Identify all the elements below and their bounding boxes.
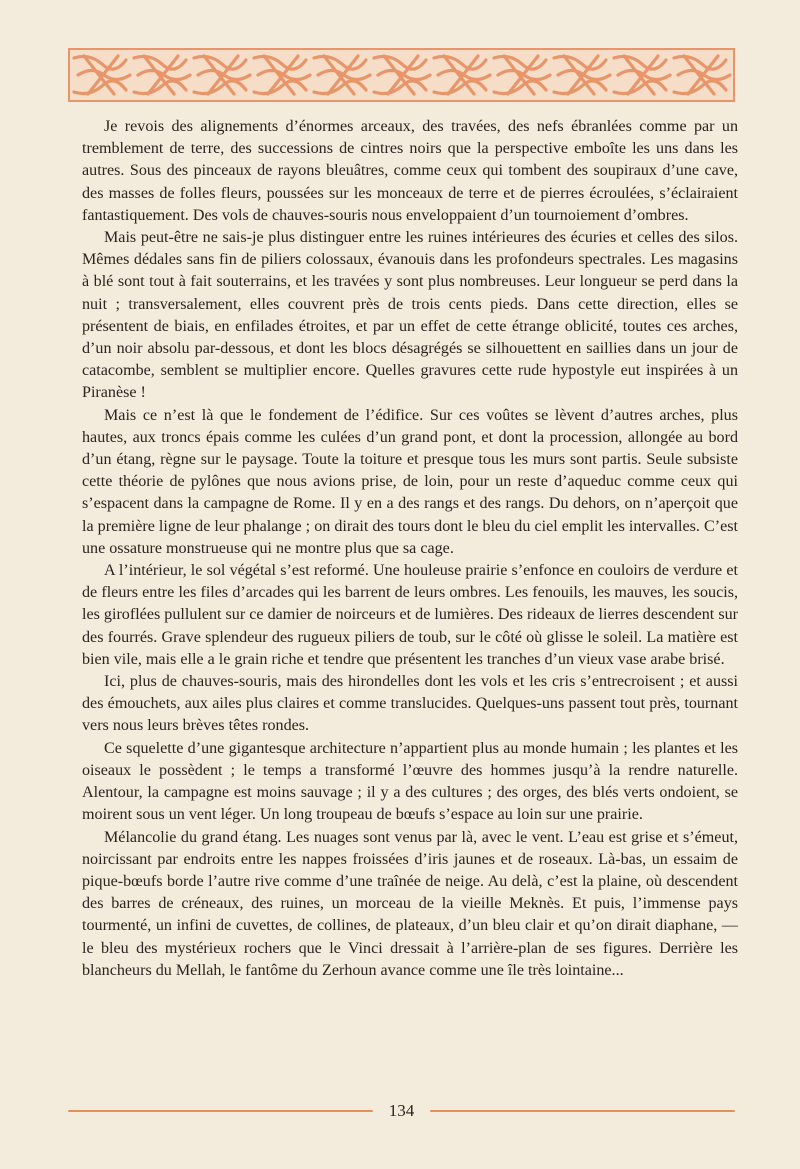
page-footer xyxy=(68,1098,735,1124)
footer-rule-right xyxy=(430,1110,735,1112)
paragraph: Ce squelette d’une gigantesque architecture n’appartient plus au monde humain ; les plantes et les oiseaux le possèdent ; le temps a transformé l’œuvre des hommes jusqu’à la rendre naturelle. Alentour, la campagne est moins sauvage ; il y a des cultures ; des orges, des blés verts ondoient, se moirent sous un vent léger. Un long troupeau de bœufs s’espace au loin sur une prairie. xyxy=(82,739,738,824)
footer-rule-left xyxy=(68,1110,373,1112)
interlace-ornament-band xyxy=(68,48,735,102)
paragraph: Mais peut-être ne sais-je plus distinguer entre les ruines intérieures des écuries et celles des silos. Mêmes dédales sans fin de piliers colossaux, évanouis dans les profondeurs spectrales. Les magasins à blé sont tout à fait souterrains, et les travées y sont plus nombreuses. Leur longueur se perd dans la nuit ; transversalement, elles couvrent près de trois cents pieds. Dans cette direction, elles se présentent de biais, en enfilades étroites, et par un effet de cette étrange oblicité, toutes ces arches, d’un noir absolu par-dessous, et dont les blocs désagrégés se silhouettent en saillies dans un jour de catacombe, semblent se multiplier encore. Quelles gravures cette rude hypostyle eut inspirées à un Piranèse ! xyxy=(82,229,738,402)
page-number: 134 xyxy=(388,1101,415,1120)
paragraph: Je revois des alignements d’énormes arceaux, des travées, des nefs ébranlées comme par un tremblement de terre, des successions de cintres noirs que la perspective emboîte les uns dans les autres. Sous des pinceaux de rayons bleuâtres, comme ceux qui tombent des soupiraux d’une cave, des masses de folles fleurs, poussées sur les monceaux de terre et de pierres écroulées, s’éclairaient fantastiquement. Des vols de chauves-souris nous enveloppaient d’un tournoiement d’ombres. xyxy=(82,118,738,224)
paragraph: Ici, plus de chauves-souris, mais des hirondelles dont les vols et les cris s’entrecroisent ; et aussi des émouchets, aux ailes plus claires et comme translucides. Quelques-uns passent tout près, tournant vers nous leurs brèves têtes rondes. xyxy=(82,673,738,735)
paragraph: Mais ce n’est là que le fondement de l’édifice. Sur ces voûtes se lèvent d’autres arches, plus hautes, aux troncs épais comme les culées d’un grand pont, et dont la procession, allongée au bord d’un étang, règne sur le paysage. Toute la toiture et presque tous les murs sont partis. Seule subsiste cette théorie de pylônes que nous avions prise, de loin, pour un reste d’aqueduc comme ceux qui s’espacent dans la campagne de Rome. Il y en a des rangs et des rangs. Du dehors, on n’aperçoit que la première ligne de leur phalange ; on dirait des tours dont le bleu du ciel emplit les intervalles. C’est une ossature monstrueuse qui ne montre plus que sa cage. xyxy=(82,406,738,557)
paragraph: A l’intérieur, le sol végétal s’est reformé. Une houleuse prairie s’enfonce en couloirs de verdure et de fleurs entre les files d’arcades qui les barrent de leurs ombres. Les fenouils, les mauves, les soucis, les giroflées pullulent sur ce damier de noirceurs et de lumières. Des rideaux de lierres descendent sur des fourrés. Grave splendeur des rugueux piliers de toub, sur le côté où glisse le soleil. La matière est bien vile, mais elle a le grain riche et tendre que présentent les tranches d’un vieux vase arabe brisé. xyxy=(82,562,738,668)
paragraph: Mélancolie du grand étang. Les nuages sont venus par là, avec le vent. L’eau est grise et s’émeut, noircissant par endroits entre les nappes froissées d’iris jaunes et de roseaux. Là-bas, un essaim de pique-bœufs borde l’autre rive comme d’une traînée de neige. Au delà, c’est la plaine, où descendent des barres de créneaux, des ruines, un morceau de la vieille Meknès. Et puis, l’immense pays tourmenté, un infini de cuvettes, de collines, de plateaux, d’un bleu clair et qu’on dirait diaphane, — le bleu des mystérieux rochers que le Vinci dressait à l’arrière-plan de ses figures. Derrière les blancheurs du Mellah, le fantôme du Zerhoun avance comme une île très lointaine... xyxy=(82,828,738,979)
body-text xyxy=(82,116,738,982)
